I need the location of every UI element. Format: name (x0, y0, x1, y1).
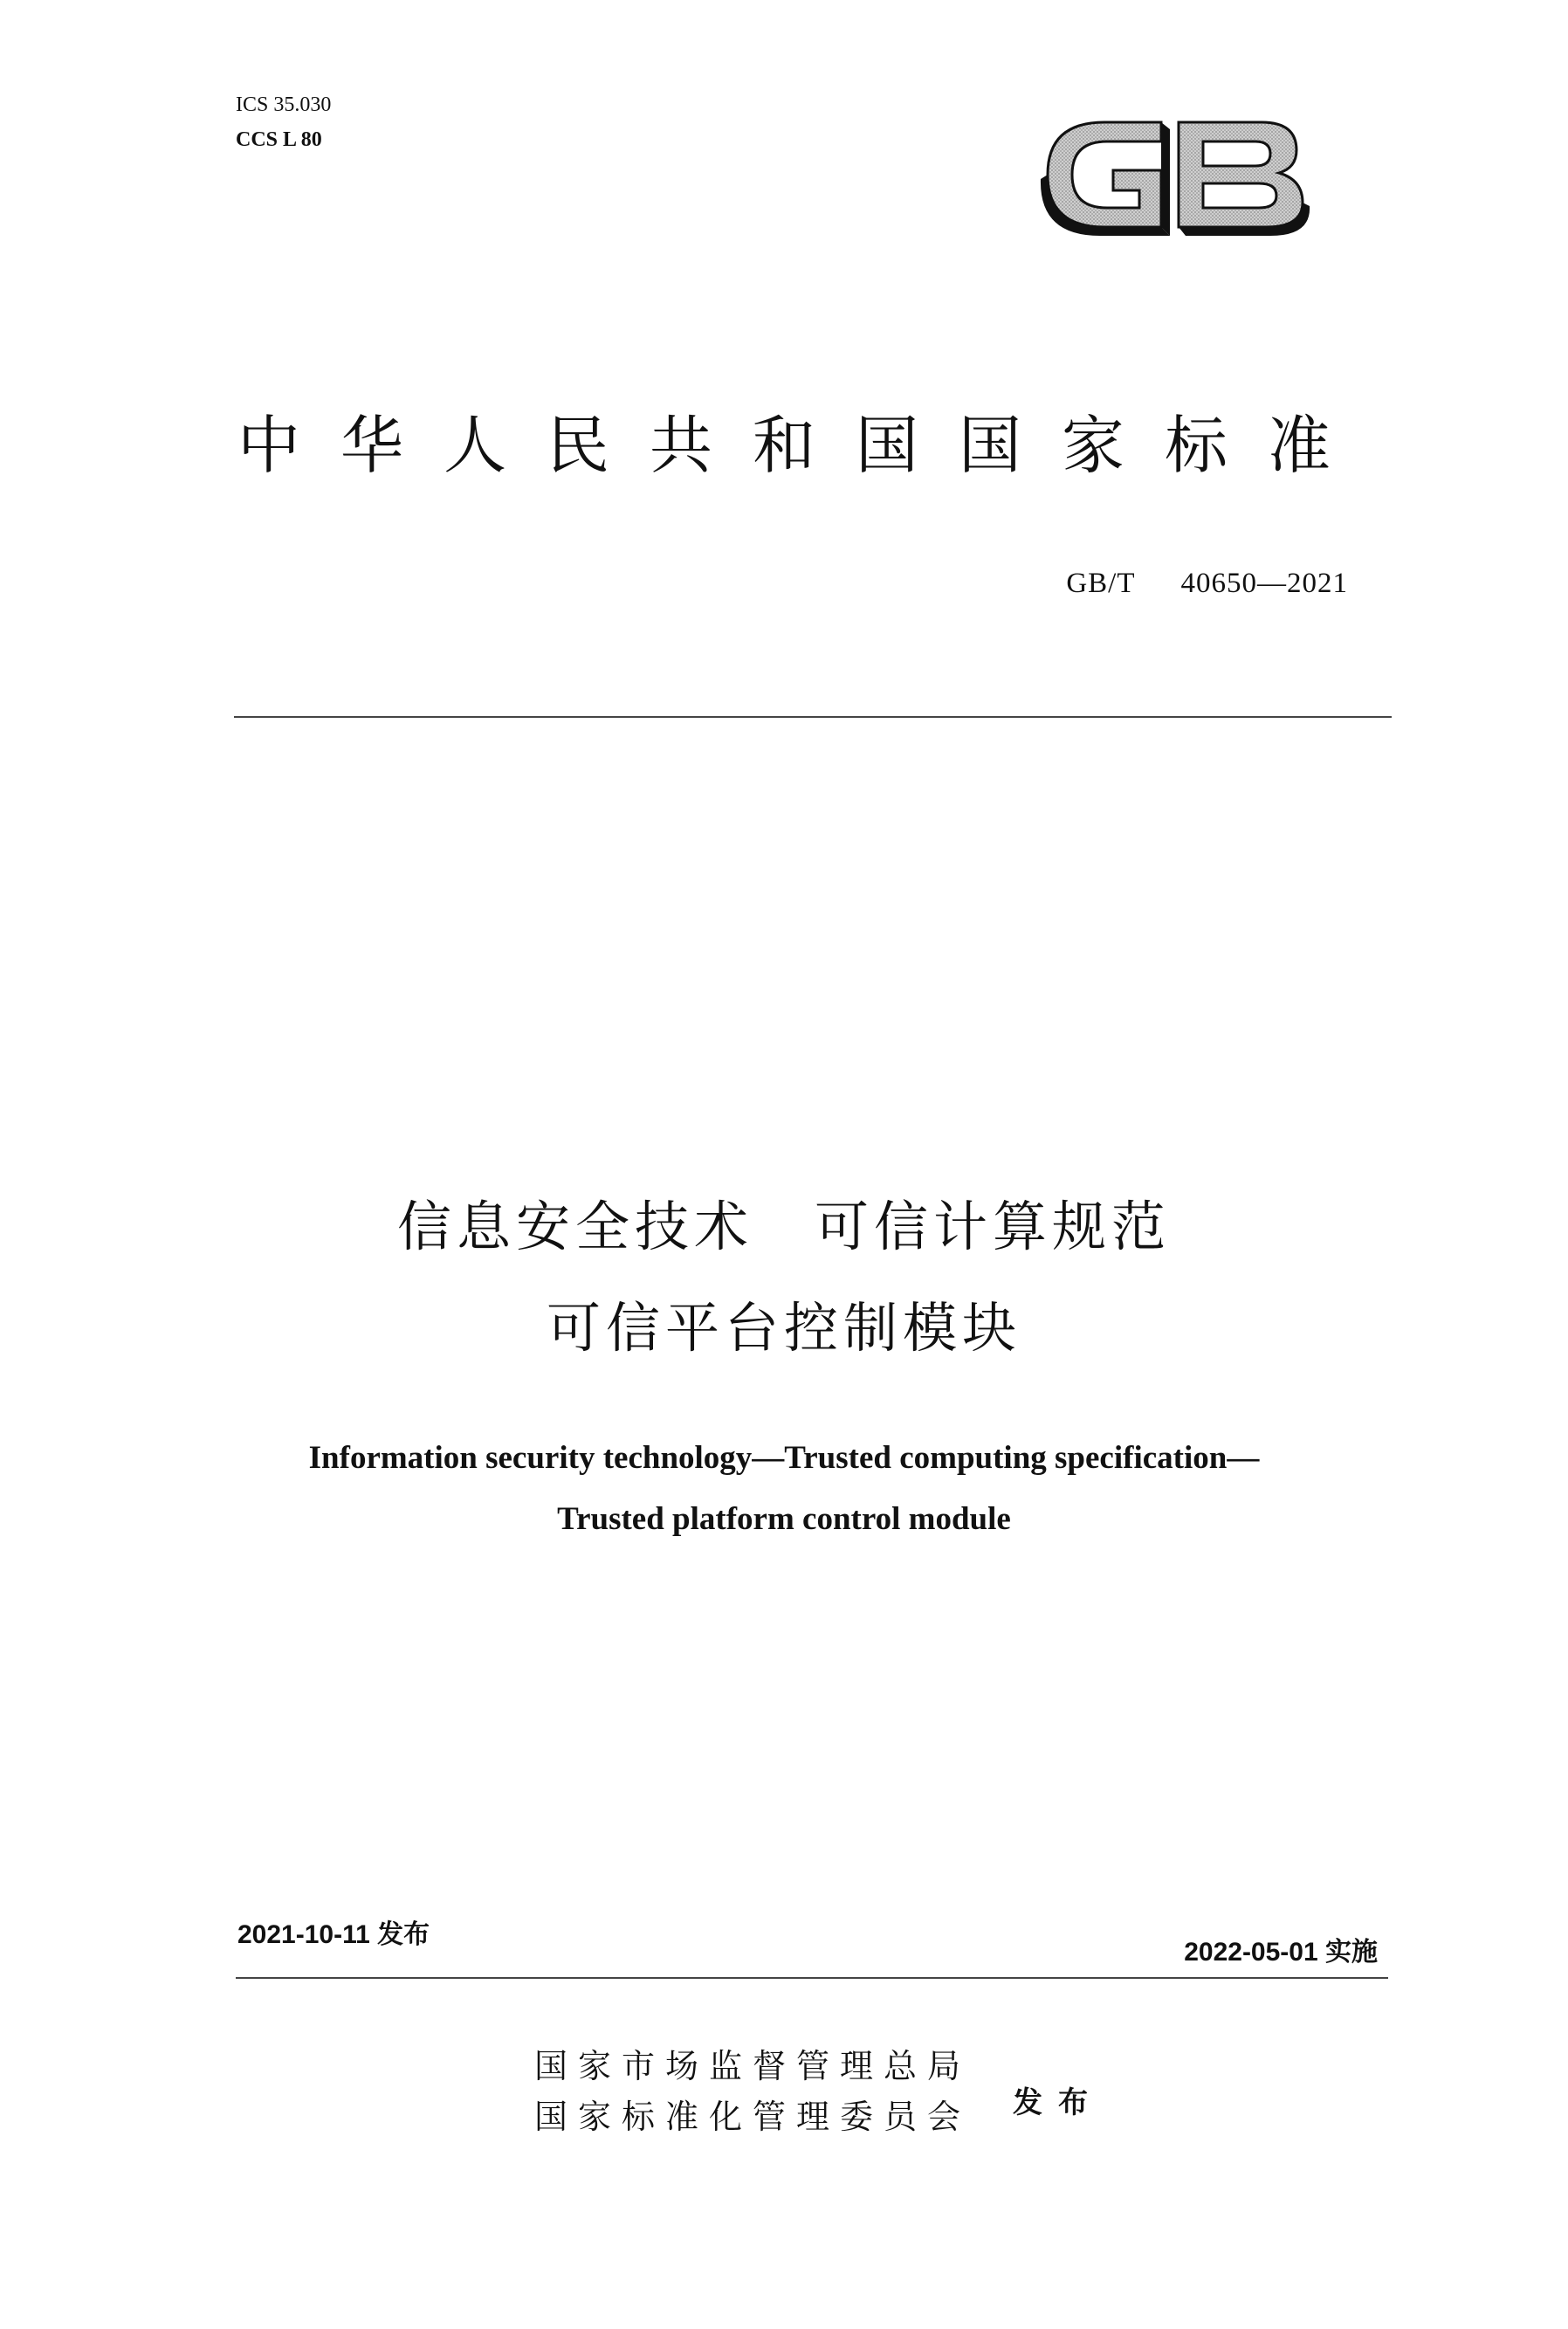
header-divider (234, 716, 1392, 718)
implement-date: 2022-05-01 实施 (1184, 1938, 1378, 1967)
national-standard-heading: 中华人民共和国国家标准 (237, 409, 1371, 482)
gb-logo (1030, 96, 1318, 253)
ccs-code: CCS L 80 (236, 128, 322, 151)
title-en-line1: Information security technology—Trusted computing specification— (308, 1440, 1260, 1476)
title-cn-line2: 可信平台控制模块 (546, 1296, 1021, 1360)
publish-date: 2021-10-11 发布 (237, 1920, 430, 1949)
footer-divider (236, 1977, 1388, 1979)
standard-code: 40650—2021 (1180, 568, 1348, 599)
title-cn-part1: 信息安全技术 (396, 1195, 753, 1258)
issuer-sac: 国家标准化管理委员会 (534, 2098, 972, 2136)
standard-prefix: GB/T (1066, 568, 1136, 599)
title-en-line2: Trusted platform control module (557, 1501, 1011, 1537)
ics-code: ICS 35.030 (236, 93, 332, 116)
issuer-samr: 国家市场监督管理总局 (534, 2047, 972, 2085)
title-cn-line1 (0, 1188, 1568, 1266)
title-cn-part2: 可信计算规范 (815, 1195, 1172, 1258)
standard-number (1066, 568, 1348, 600)
issue-label: 发布 (1013, 2085, 1104, 2120)
